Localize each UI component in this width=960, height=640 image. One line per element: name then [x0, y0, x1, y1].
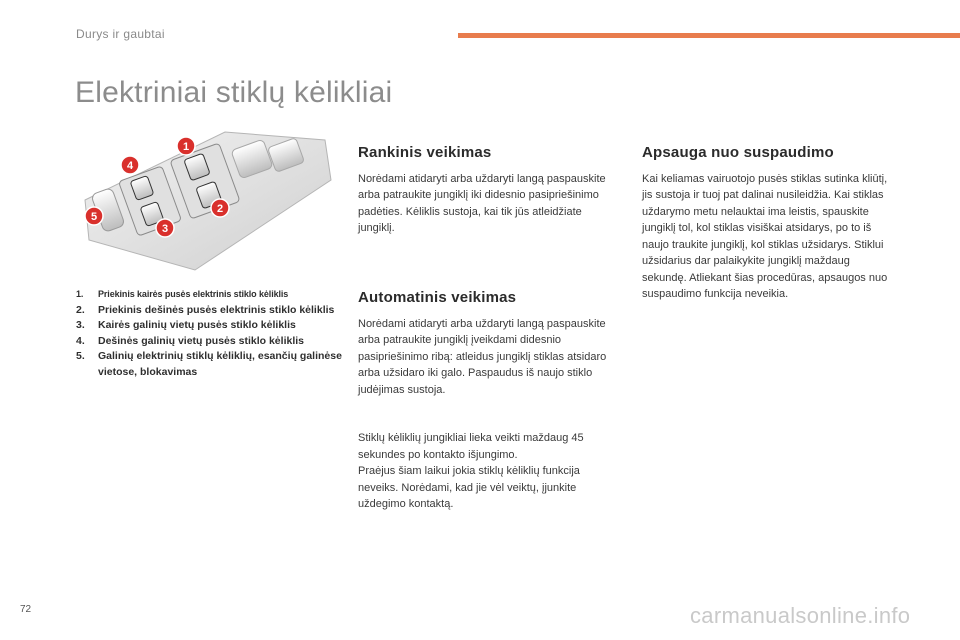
manual-operation-section: [358, 145, 608, 237]
watermark: carmanualsonline.info: [690, 603, 911, 628]
caption-item: 4. Dešinės galinių vietų pusės stiklo kėliklis: [76, 334, 304, 347]
manual-text: Norėdami atidaryti arba uždaryti langą paspauskite arba patraukite jungiklį iki didesnio pasipriešinimo padėties. Kėliklis sustoja, kai tik jūs atleidžiate jungiklį.: [358, 172, 606, 234]
protection-text: Kai keliamas vairuotojo pusės stiklas sutinka kliūtį, jis sustoja ir tuoj pat dalinai nusileidžia. Kai stiklas uždarymo metu nelauktai ima leistis, spauskite jungiklį tol, kol stiklas visiškai atsidarys, po to iš naujo traukite jungiklį, kol stiklas užsidarys. Stiklui užsidarius dar palaikykite jungiklį maždaug sekundę. Atliekant šias procedūras, apsaugos nuo suspaudimo funkcija neveikia.: [642, 172, 888, 300]
page-title: Elektriniai stiklų kėlikliai: [75, 76, 393, 110]
svg-text:5: 5: [90, 211, 98, 223]
timeout-note: [358, 430, 608, 513]
caption-item: 5. Galinių elektrinių stiklų kėliklių, esančių galinėse vietose, blokavimas: [76, 350, 342, 378]
page-number: 72: [20, 604, 32, 615]
automatic-operation-section: [358, 290, 608, 398]
svg-text:4: 4: [126, 160, 134, 172]
anti-pinch-section: [642, 145, 892, 303]
door-panel-drawing: [75, 120, 337, 276]
window-switch-illustration: [75, 120, 337, 276]
automatic-text: Norėdami atidaryti arba uždaryti langą paspauskite arba patraukite jungiklį įveikdami didesnio pasipriešinimo ribą: atleidus jungiklį stiklas atsidaro arba užsidaro iki galo. Paspaudus iš naujo stiklo judėjimas sustoja.: [358, 317, 607, 396]
svg-text:3: 3: [161, 223, 169, 235]
caption-item: 2. Priekinis dešinės pusės elektrinis stiklo kėliklis: [76, 303, 335, 316]
note-text-1: Stiklų kėliklių jungikliai lieka veikti maždaug 45 sekundes po kontakto išjungimo.: [358, 432, 584, 461]
note-text-2: Praėjus šiam laikui jokia stiklų kėliklių funkcija neveiks. Norėdami, kad jie vėl veiktų, įjunkite uždegimo kontaktą.: [358, 465, 580, 510]
automatic-heading: Automatinis veikimas: [358, 289, 517, 306]
illustration-captions: [76, 287, 346, 380]
badge-4: [121, 156, 139, 174]
svg-text:2: 2: [216, 203, 224, 215]
section-label: Durys ir gaubtai: [76, 27, 165, 41]
caption-item: 1. Priekinis kairės pusės elektrinis stiklo kėliklis: [76, 289, 289, 299]
badge-2: [211, 199, 229, 217]
manual-heading: Rankinis veikimas: [358, 144, 492, 161]
protection-heading: Apsauga nuo suspaudimo: [642, 144, 834, 161]
header-accent-bar: [458, 33, 960, 38]
badge-1: [177, 137, 195, 155]
svg-text:1: 1: [182, 141, 190, 153]
caption-item: 3. Kairės galinių vietų pusės stiklo kėliklis: [76, 319, 296, 331]
badge-3: [156, 219, 174, 237]
badge-5: [85, 207, 103, 225]
